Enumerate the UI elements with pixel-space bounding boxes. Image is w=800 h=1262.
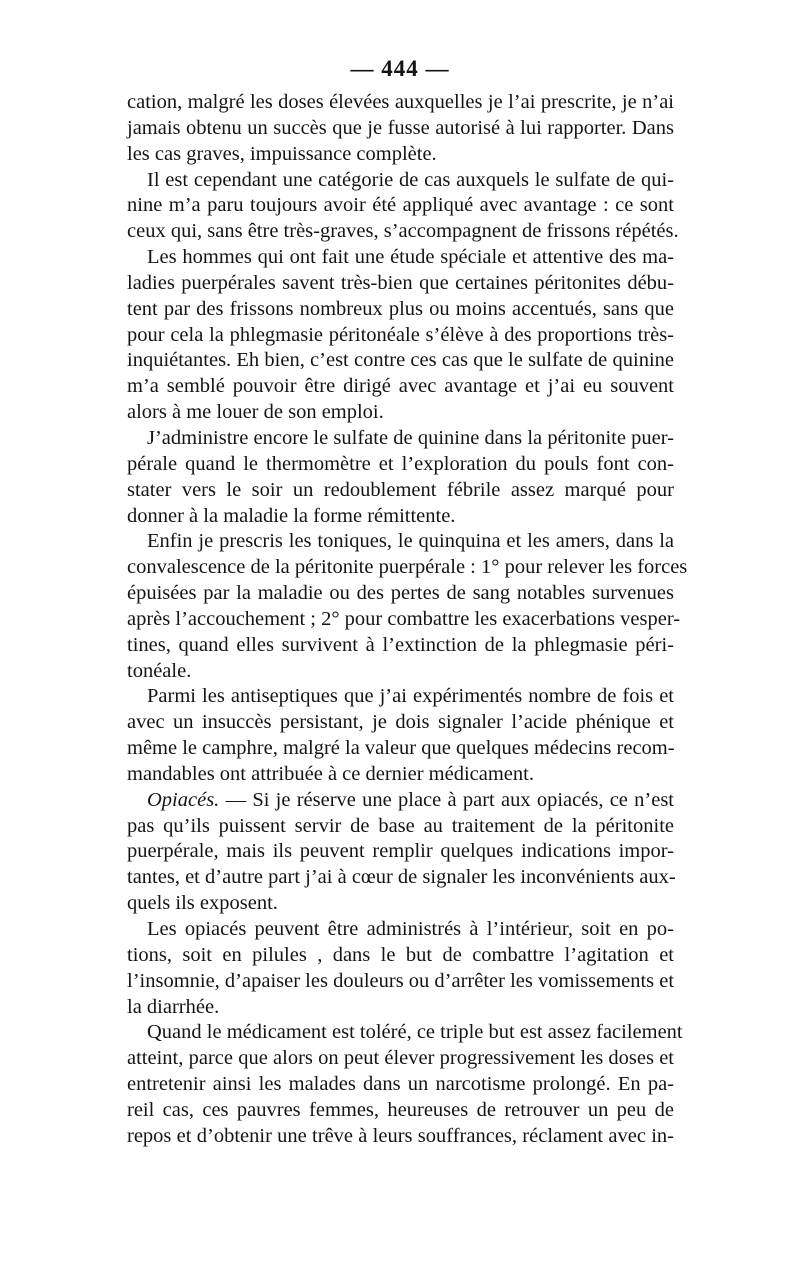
text-line: tions, soit en pilules , dans le but de combattre l’agitation et xyxy=(127,943,674,966)
text-line: inquiétantes. Eh bien, c’est contre ces cas que le sulfate de quinine xyxy=(127,349,674,372)
body-text xyxy=(127,90,688,1150)
text-line: tantes, et d’autre part j’ai à cœur de signaler les inconvénients aux- xyxy=(127,866,676,889)
paragraph-2 xyxy=(127,168,679,246)
text-line-rest: — Si je réserve une place à part aux opiacés, ce n’est xyxy=(219,788,674,811)
text-line: Les hommes qui ont fait une étude spéciale et attentive des ma- xyxy=(147,246,674,269)
text-line: tent par des frissons nombreux plus ou moins accentués, sans que xyxy=(127,297,674,320)
text-line: atteint, parce que alors on peut élever progressivement les doses et xyxy=(127,1047,674,1070)
text-line: nine m’a paru toujours avoir été appliqué avec avantage : ce sont xyxy=(127,194,674,217)
paragraph-6 xyxy=(127,684,674,787)
text-line: après l’accouchement ; 2° pour combattre les exacerbations vesper- xyxy=(127,607,681,630)
text-line: tines, quand elles survivent à l’extinction de la phlegmasie péri- xyxy=(127,633,674,656)
text-line: entretenir ainsi les malades dans un narcotisme prolongé. En pa- xyxy=(127,1073,674,1096)
text-line: donner à la maladie la forme rémittente. xyxy=(127,504,456,527)
text-line: l’insomnie, d’apaiser les douleurs ou d’arrêter les vomissements et xyxy=(127,969,675,992)
text-line: la diarrhée. xyxy=(127,995,220,1018)
paragraph-8 xyxy=(127,917,674,1020)
text-line: Quand le médicament est toléré, ce triple but est assez facilement xyxy=(147,1021,683,1044)
text-line: Les opiacés peuvent être administrés à l’intérieur, soit en po- xyxy=(147,918,674,940)
paragraph-5 xyxy=(127,529,688,684)
text-line: pas qu’ils puissent servir de base au traitement de la péritonite xyxy=(127,814,674,837)
text-line: Enfin je prescris les toniques, le quinquina et les amers, dans la xyxy=(147,530,674,553)
text-line: ceux qui, sans être très-graves, s’accompagnent de frissons répétés. xyxy=(127,220,679,243)
text-line: Parmi les antiseptiques que j’ai expérimentés nombre de fois et xyxy=(147,685,674,708)
text-line: puerpérale, mais ils peuvent remplir quelques indications impor- xyxy=(127,840,674,863)
text-line: repos et d’obtenir une trêve à leurs souffrances, réclament avec in- xyxy=(127,1124,674,1147)
text-line: ladies puerpérales savent très-bien que certaines péritonites débu- xyxy=(127,271,674,294)
page-number: — 444 — xyxy=(350,56,450,81)
text-line: Il est cependant une catégorie de cas auxquels le sulfate de qui- xyxy=(147,168,674,191)
section-lead: Opiacés. xyxy=(147,788,220,811)
text-line: cation, malgré les doses élevées auxquelles je l’ai prescrite, je n’ai xyxy=(127,91,674,113)
paragraph-3 xyxy=(127,245,674,426)
paragraph-1 xyxy=(127,90,674,168)
text-line: les cas graves, impuissance complète. xyxy=(127,142,437,165)
paragraph-7 xyxy=(127,788,674,917)
paragraph-9 xyxy=(127,1020,683,1149)
text-line: reil cas, ces pauvres femmes, heureuses de retrouver un peu de xyxy=(127,1098,674,1121)
text-line: alors à me louer de son emploi. xyxy=(127,401,384,424)
text-line: jamais obtenu un succès que je fusse autorisé à lui rapporter. Dans xyxy=(127,116,674,139)
text-line: mandables ont attribuée à ce dernier médicament. xyxy=(127,762,534,785)
text-line: pérale quand le thermomètre et l’exploration du pouls font con- xyxy=(127,452,674,475)
text-line: tonéale. xyxy=(127,659,192,682)
text-line: avec un insuccès persistant, je dois signaler l’acide phénique et xyxy=(127,711,674,734)
text-line: convalescence de la péritonite puerpérale : 1° pour relever les forces xyxy=(127,556,688,579)
text-line: m’a semblé pouvoir être dirigé avec avantage et j’ai eu souvent xyxy=(127,375,674,398)
text-line: J’administre encore le sulfate de quinine dans la péritonite puer- xyxy=(147,426,674,449)
text-line: même le camphre, malgré la valeur que quelques médecins recom- xyxy=(127,737,675,760)
text-line xyxy=(127,788,674,814)
text-line: quels ils exposent. xyxy=(127,892,278,915)
text-line: pour cela la phlegmasie péritonéale s’élève à des proportions très- xyxy=(127,323,674,346)
text-line: épuisées par la maladie ou des pertes de sang notables survenues xyxy=(127,582,674,605)
paragraph-4 xyxy=(127,426,674,529)
text-line: stater vers le soir un redoublement fébrile assez marqué pour xyxy=(127,478,674,501)
